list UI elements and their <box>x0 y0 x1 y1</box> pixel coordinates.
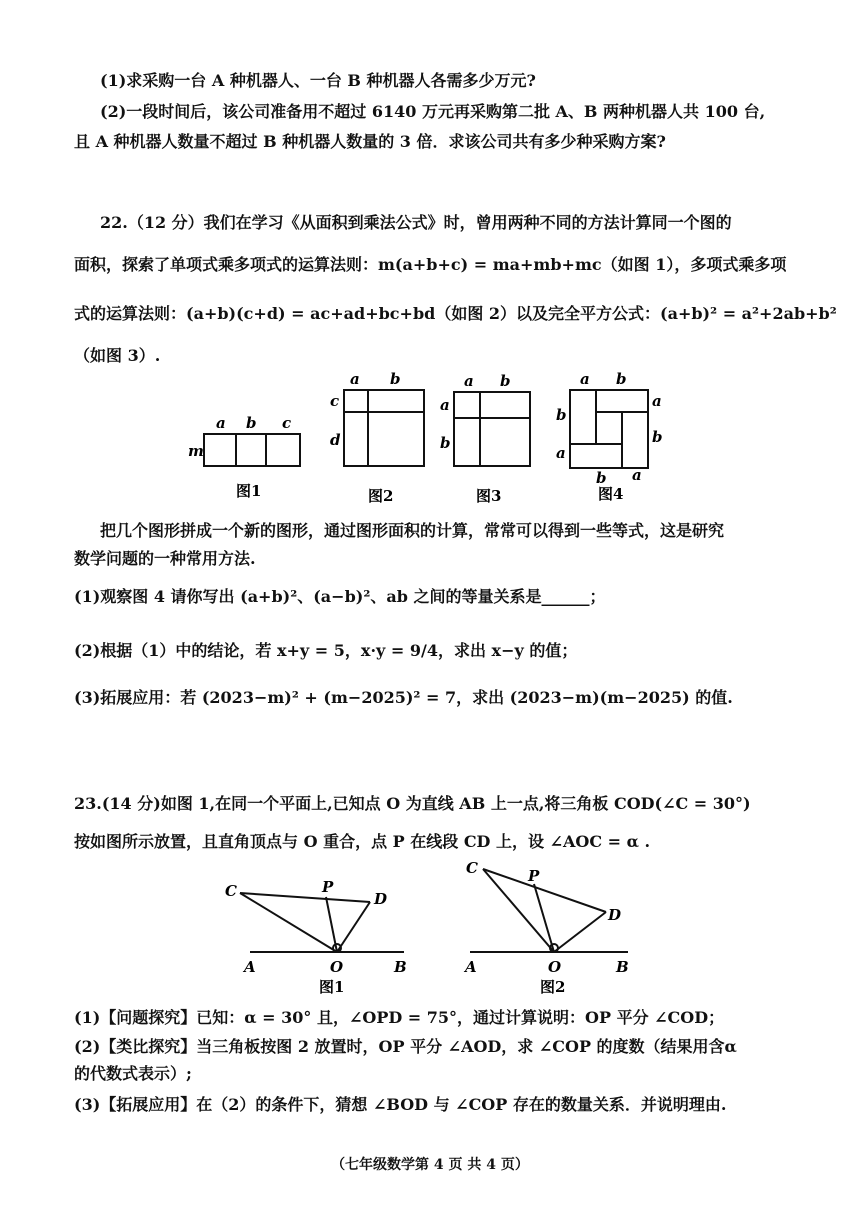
q22-line2: 面积，探索了单项式乘多项式的运算法则：m(a+b+c) = ma+mb+mc（如图 1），多项式乘多项 <box>74 255 787 274</box>
q21-part2-line1: (2)一段时间后，该公司准备用不超过 6140 万元再采购第二批 A、B 两种机器人共 100 台, <box>100 102 766 121</box>
fig2-label-b: b <box>390 370 401 388</box>
fig1-label-c: c <box>282 414 292 432</box>
q23-fig1-label-P: P <box>322 878 334 896</box>
fig1-label-m: m <box>188 442 204 460</box>
q23-sub3: (3)【拓展应用】在（2）的条件下，猜想 ∠BOD 与 ∠COP 存在的数量关系．并说明理由. <box>74 1095 727 1114</box>
q23-figure-2 <box>470 869 628 952</box>
q22-line1: 22.（12 分）我们在学习《从面积到乘法公式》时，曾用两种不同的方法计算同一个图的 <box>100 213 732 232</box>
q23-fig2-label-A: A <box>465 958 477 976</box>
q23-sub2-line1: (2)【类比探究】当三角板按图 2 放置时，OP 平分 ∠AOD，求 ∠COP 的度数（结果用含α <box>74 1037 737 1056</box>
q23-fig1-caption: 图1 <box>319 978 345 996</box>
q23-fig2-label-D: D <box>608 906 622 924</box>
q23-fig1-label-B: B <box>394 958 407 976</box>
q21-part1: (1)求采购一台 A 种机器人、一台 B 种机器人各需多少万元? <box>100 71 536 90</box>
fig1-label-b: b <box>246 414 257 432</box>
fig4-label-b-top: b <box>616 370 627 388</box>
fig4-label-a-left: a <box>556 444 566 462</box>
q23-fig1-label-A: A <box>244 958 256 976</box>
q22-sub1: (1)观察图 4 请你写出 (a+b)²、(a−b)²、ab 之间的等量关系是______； <box>74 587 606 606</box>
fig4-label-b-right: b <box>652 428 663 446</box>
q22-sub3: (3)拓展应用：若 (2023−m)² + (m−2025)² = 7，求出 (2023−m)(m−2025) 的值. <box>74 688 733 707</box>
fig4-label-a-top: a <box>580 370 590 388</box>
fig2-label-d: d <box>330 431 341 449</box>
fig3-label-b: b <box>500 372 511 390</box>
fig4-label-b-bottom: b <box>596 469 607 487</box>
fig2-label-c: c <box>330 392 340 410</box>
fig3-label-b-side: b <box>440 434 451 452</box>
q22-sub2: (2)根据（1）中的结论，若 x+y = 5，x·y = 9/4，求出 x−y 的值； <box>74 641 578 660</box>
q22-line3: 式的运算法则：(a+b)(c+d) = ac+ad+bc+bd（如图 2）以及完全平方公式：(a+b)² = a²+2ab+b² <box>74 304 837 323</box>
fig4-label-b-left: b <box>556 406 567 424</box>
fig1-label-a: a <box>216 414 226 432</box>
q22-line4: （如图 3）. <box>74 346 161 365</box>
q23-fig2-label-P: P <box>528 867 540 885</box>
fig3-label-a: a <box>464 372 474 390</box>
q23-sub2-line2: 的代数式表示）; <box>74 1064 192 1083</box>
q23-line2: 按如图所示放置，且直角顶点与 O 重合，点 P 在线段 CD 上，设 ∠AOC = α . <box>74 832 651 851</box>
fig2-caption: 图2 <box>368 487 394 505</box>
q23-fig1-label-C: C <box>225 882 237 900</box>
fig3-caption: 图3 <box>476 487 502 505</box>
q23-fig2-label-B: B <box>616 958 629 976</box>
q23-line1: 23.(14 分)如图 1,在同一个平面上,已知点 O 为直线 AB 上一点,将三角板 COD(∠C = 30°) <box>74 794 751 813</box>
fig4-label-a-bottom: a <box>632 466 642 484</box>
q23-fig1-label-O: O <box>330 958 344 976</box>
page-footer: （七年级数学第 4 页 共 4 页） <box>331 1157 529 1173</box>
q23-fig2-label-O: O <box>548 958 562 976</box>
fig1-caption: 图1 <box>236 482 262 500</box>
q23-fig1-label-D: D <box>374 890 388 908</box>
q21-part2-line2: 且 A 种机器人数量不超过 B 种机器人数量的 3 倍．求该公司共有多少种采购方案? <box>74 132 666 151</box>
q22-text-line1: 把几个图形拼成一个新的图形，通过图形面积的计算，常常可以得到一些等式，这是研究 <box>100 521 725 540</box>
fig4-caption: 图4 <box>598 485 624 503</box>
fig3-label-a-side: a <box>440 396 450 414</box>
q22-text-line2: 数学问题的一种常用方法. <box>74 549 256 568</box>
q23-fig2-caption: 图2 <box>540 978 566 996</box>
fig2-label-a: a <box>350 370 360 388</box>
q23-fig2-label-C: C <box>466 859 478 877</box>
q23-sub1: (1)【问题探究】已知：α = 30° 且，∠OPD = 75°，通过计算说明：OP 平分 ∠COD； <box>74 1008 725 1027</box>
fig4-label-a-right: a <box>652 392 662 410</box>
